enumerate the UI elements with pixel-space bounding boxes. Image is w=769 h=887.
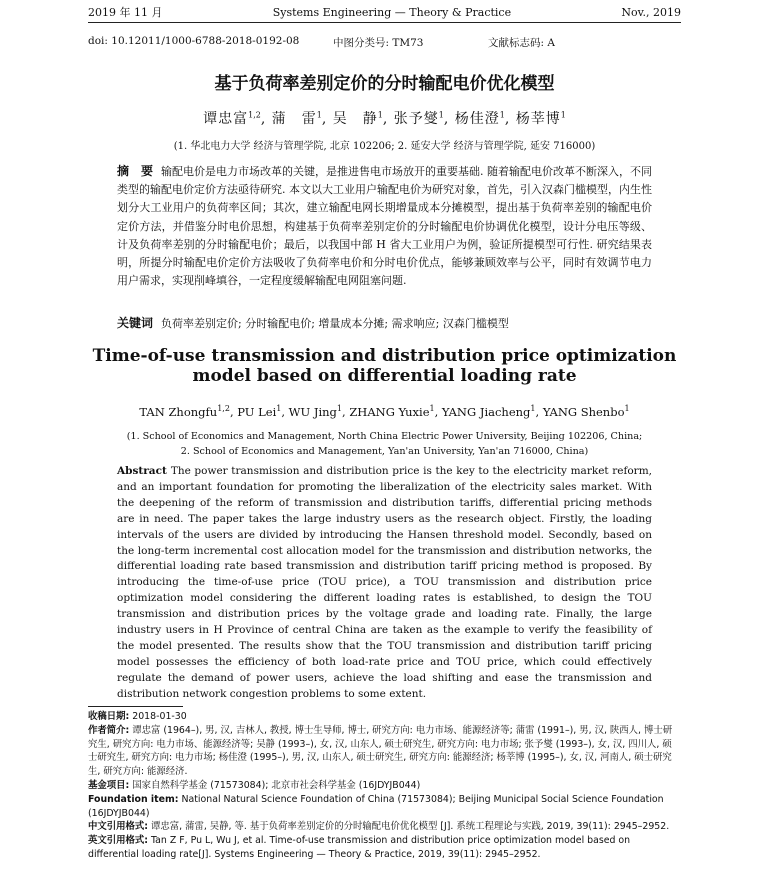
received-note: 收稿日期: 2018-01-30 <box>88 711 187 722</box>
article-meta <box>88 35 688 50</box>
abstract-en-text: The power transmission and distribution price is the key to the electricity market reform, and an important foundation for promoting the liberalization of the electricity sales market. With the deepening of the reform of transmission and distribution tariffs, differential pricing methods are in need. The paper takes the large industry users as the research object. Firstly, the loading intervals of the users are divided by introducing the Hansen threshold model. Secondly, based on the long-term incremental cost allocation model for the transmission and distribution networks, the differential loading rate based transmission and distribution tariff pricing method is proposed. By introducing the time-of-use price (TOU price), a TOU transmission and distribution price optimization model considering the different loading rates is established, to design the TOU transmission and distribution prices by the voltage grade and loading rate. Finally, the large industry users in H Province of central China are taken as the example to verify the feasibility of the model presented. The results show that the TOU transmission and distribution tariff pricing model possesses the efficiency of both load-rate price and TOU price, which could effectively regulate the demand of power users, achieve the load shifting and ease the transmission and distribution network congestion problems to some extent. <box>117 465 652 700</box>
author-name: 谭忠富 <box>203 111 249 127</box>
keywords-cn-label: 关键词 <box>117 316 154 330</box>
foundation-note: Foundation item: National Natural Science Foundation of China (71573084); Beijing Municipal Social Science Foundation (16JDYJB044) <box>88 793 664 819</box>
author-name: TAN Zhongfu <box>139 404 218 419</box>
author-name: 杨莘博 <box>515 111 561 127</box>
author-name: 张予燮 <box>393 111 439 127</box>
cite-en-note: 英文引用格式: Tan Z F, Pu L, Wu J, et al. Time-of-use transmission and distribution price optimization model based on differential loading rate[J]. Systems Engineering — Theory & Practice, 2019, 39(11): 2945–2952. <box>88 835 631 860</box>
clc-number: 中图分类号: TM73 <box>333 37 424 49</box>
abstract-en-label: Abstract <box>117 465 167 477</box>
authors-en: TAN Zhongfu$^{1,2}$, PU Lei$^1$, WU Jing$^1$, ZHANG Yuxie$^1$, YANG Jiacheng$^1$, YANG Shenbo$^1$ <box>139 404 630 419</box>
document-code: 文献标志码: A <box>488 37 555 49</box>
title-cn: 基于负荷率差别定价的分时输配电价优化模型 <box>214 74 555 94</box>
author-affiliation-mark: 1 <box>624 404 630 413</box>
affiliation-en <box>0 429 769 459</box>
abstract-cn <box>117 162 652 290</box>
header-date-en: Nov., 2019 <box>621 5 681 19</box>
cite-cn-note: 中文引用格式: 谭忠富, 蒲雷, 吴静, 等. 基于负荷率差别定价的分时输配电价优化模型 [J]. 系统工程理论与实践, 2019, 39(11): 2945–2952. <box>88 821 670 833</box>
affiliation-en-line2: 2. School of Economics and Management, Yan'an University, Yan'an 716000, China) <box>180 446 589 457</box>
footnotes <box>88 710 678 862</box>
title-en-line1: Time-of-use transmission and distribution price optimization <box>92 346 677 366</box>
abstract-cn-text: 输配电价是电力市场改革的关键，是推进售电市场放开的重要基础. 随着输配电价改革不断深入，不同类型的输配电价定价方法亟待研究. 本文以大工业用户输配电价为研究对象，首先，引入汉森门槛模型，内生性划分大工业用户的负荷率区间；其次，建立输配电网长期增量成本分摊模型，提出基于负荷率差别的输配电价定价方法，并借鉴分时电价思想，构建基于负荷率差别定价的分时输配电价协调优化模型，设计分电压等级、计及负荷率差别的分时输配电价；最后，以我国中部 H 省大工业用户为例，验证所提模型可行性. 研究结果表明，所提分时输配电价定价方法吸收了负荷率电价和分时电价优点，能够兼顾效率与公平，同时有效调节电力用户需求，实现削峰填谷，一定程度缓解输配电网阻塞问题. <box>117 165 653 288</box>
footnote-rule <box>88 706 183 707</box>
author-affiliation-mark: 1,2 <box>217 404 230 413</box>
header-journal: Systems Engineering — Theory & Practice <box>272 5 512 19</box>
running-header <box>88 4 681 20</box>
authors-cn: 谭忠富$^{1,2}$, 蒲 雷$^1$, 吴 静$^1$, 张予燮$^1$, 杨佳澄$^1$, 杨莘博$^1$ <box>203 110 566 127</box>
author-affiliation-mark: 1,2 <box>248 110 261 120</box>
keywords-cn <box>117 314 652 331</box>
author-name: 杨佳澄 <box>454 111 500 127</box>
abstract-en <box>117 464 652 703</box>
author-affiliation-mark: 1 <box>499 110 505 120</box>
affiliation-cn: (1. 华北电力大学 经济与管理学院, 北京 102206; 2. 延安大学 经济与管理学院, 延安 716000) <box>173 141 596 152</box>
doi[interactable]: doi: 10.12011/1000-6788-2018-0192-08 <box>88 35 300 47</box>
author-affiliation-mark: 1 <box>560 110 566 120</box>
header-rule <box>88 22 681 23</box>
author-bio-note: 作者简介: 谭忠富 (1964–), 男, 汉, 吉林人, 教授, 博士生导师, 博士, 研究方向: 电力市场、能源经济等; 蒲雷 (1991–), 男, 汉, 陕西人, 博士研究生, 研究方向: 电力市场、能源经济等; 吴静 (1993–), 女, 汉, 山东人, 硕士研究生, 研究方向: 电力市场; 张予燮 (1993–), 女, 汉, 四川人, 硕士研究生, 研究方向: 电力市场; 杨佳澄 (1995–), 男, 汉, 山东人, 硕士研究生, 研究方向: 能源经济; 杨莘博 (1995–), 女, 汉, 河南人, 硕士研究生, 研究方向: 能源经济. <box>88 724 673 778</box>
author-affiliation-mark: 1 <box>429 404 435 413</box>
author-name: YANG Shenbo <box>542 404 625 419</box>
author-name: 蒲 雷 <box>271 111 317 127</box>
author-name: YANG Jiacheng <box>441 404 531 419</box>
author-name: WU Jing <box>288 404 337 419</box>
author-affiliation-mark: 1 <box>276 404 282 413</box>
affiliation-en-line1: (1. School of Economics and Management, North China Electric Power University, Beijing 102206, China; <box>126 431 643 442</box>
header-date: 2019 年 11 月 <box>88 6 163 19</box>
author-name: 吴 静 <box>332 111 378 127</box>
author-affiliation-mark: 1 <box>377 110 383 120</box>
author-name: ZHANG Yuxie <box>349 404 430 419</box>
author-affiliation-mark: 1 <box>530 404 536 413</box>
author-affiliation-mark: 1 <box>336 404 342 413</box>
fund-note: 基金项目: 国家自然科学基金 (71573084); 北京市社会科学基金 (16JDYJB044) <box>88 779 421 791</box>
keywords-cn-text: 负荷率差别定价; 分时输配电价; 增量成本分摊; 需求响应; 汉森门槛模型 <box>161 317 509 330</box>
abstract-cn-label: 摘 要 <box>117 164 154 178</box>
author-affiliation-mark: 1 <box>316 110 322 120</box>
author-name: PU Lei <box>237 404 277 419</box>
title-en-line2: model based on differential loading rate <box>192 366 577 386</box>
author-affiliation-mark: 1 <box>438 110 444 120</box>
title-en <box>0 346 769 386</box>
